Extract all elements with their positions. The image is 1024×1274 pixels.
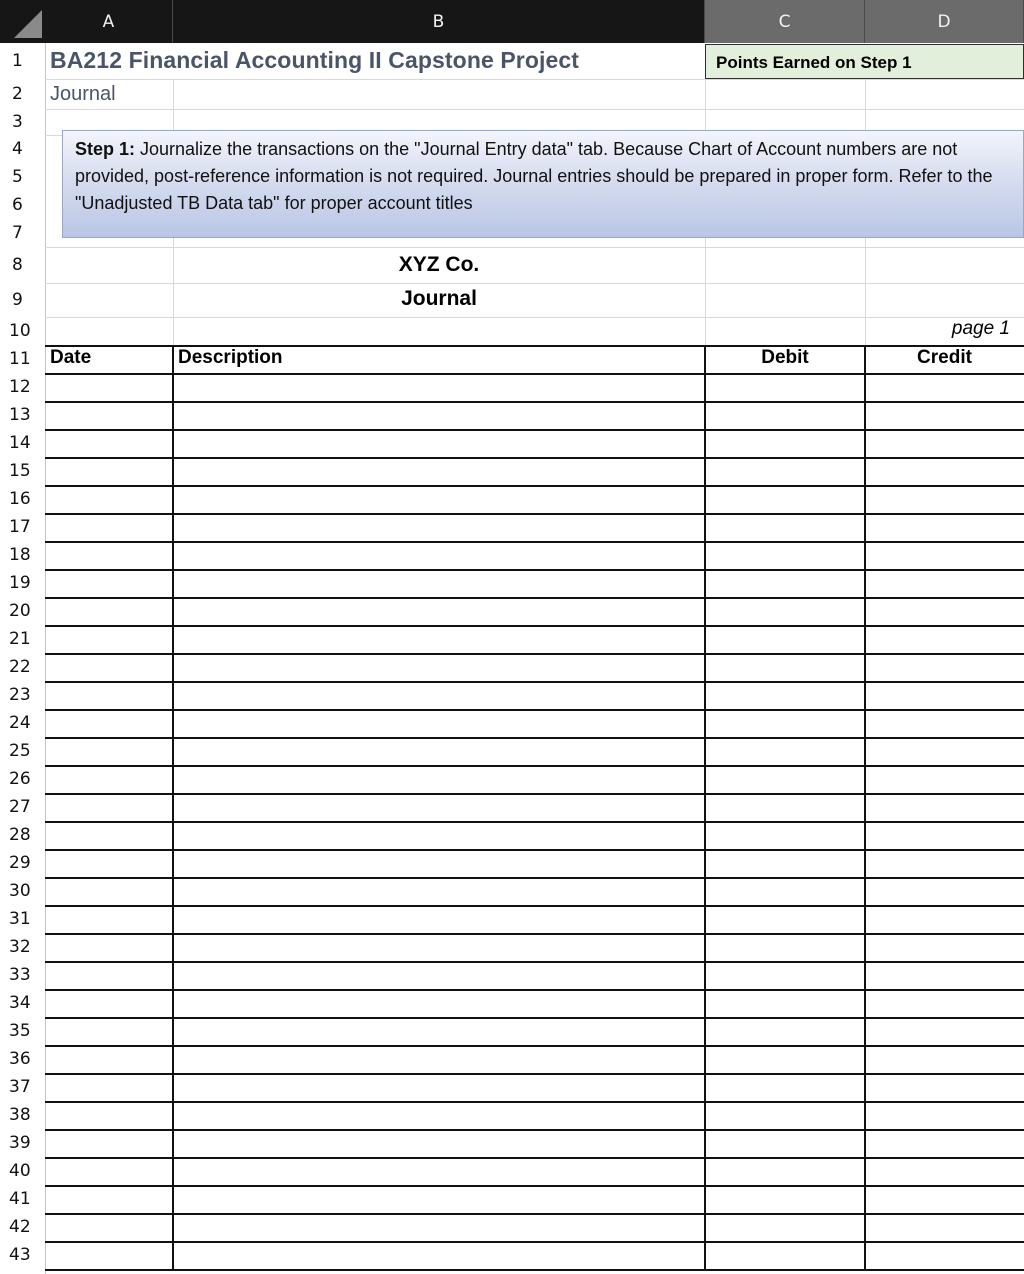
table-row-border xyxy=(45,821,1024,823)
select-all-icon xyxy=(14,10,42,38)
row-header-14[interactable]: 14 xyxy=(9,433,31,453)
table-row-border xyxy=(45,373,1024,375)
row-header-4[interactable]: 4 xyxy=(12,139,23,159)
row-header-8[interactable]: 8 xyxy=(12,255,23,275)
table-row-border xyxy=(45,1129,1024,1131)
row-header-34[interactable]: 34 xyxy=(9,993,31,1013)
row-header-40[interactable]: 40 xyxy=(9,1161,31,1181)
row-header-13[interactable]: 13 xyxy=(9,405,31,425)
gridline-h xyxy=(45,247,1024,248)
table-row-border xyxy=(45,457,1024,459)
row-header-19[interactable]: 19 xyxy=(9,573,31,593)
table-row-border xyxy=(45,597,1024,599)
points-earned-cell[interactable]: Points Earned on Step 1 xyxy=(705,44,1024,79)
row-header-10[interactable]: 10 xyxy=(9,321,31,341)
gridline-h xyxy=(45,109,1024,110)
row-header-38[interactable]: 38 xyxy=(9,1105,31,1125)
column-header-c[interactable]: C xyxy=(705,0,865,43)
table-column-border xyxy=(172,345,174,1271)
table-row-border xyxy=(45,1157,1024,1159)
select-all-corner[interactable] xyxy=(0,0,45,43)
table-row-border xyxy=(45,1101,1024,1103)
row-header-1[interactable]: 1 xyxy=(12,51,23,71)
row-header-35[interactable]: 35 xyxy=(9,1021,31,1041)
table-row-border xyxy=(45,765,1024,767)
row-header-30[interactable]: 30 xyxy=(9,881,31,901)
row-header-24[interactable]: 24 xyxy=(9,713,31,733)
table-row-border xyxy=(45,1185,1024,1187)
table-column-border xyxy=(704,345,706,1271)
row-header-20[interactable]: 20 xyxy=(9,601,31,621)
page-label[interactable]: page 1 xyxy=(951,318,1010,339)
table-row-border xyxy=(45,681,1024,683)
row-header-25[interactable]: 25 xyxy=(9,741,31,761)
row-header-9[interactable]: 9 xyxy=(12,290,23,310)
table-row-border xyxy=(45,485,1024,487)
table-row-border xyxy=(45,1017,1024,1019)
row-header-33[interactable]: 33 xyxy=(9,965,31,985)
row-header-7[interactable]: 7 xyxy=(12,223,23,243)
table-column-border xyxy=(864,345,866,1271)
table-row-border xyxy=(45,737,1024,739)
row-header-42[interactable]: 42 xyxy=(9,1217,31,1237)
table-row-border xyxy=(45,989,1024,991)
header-debit[interactable]: Debit xyxy=(761,347,809,368)
journal-title[interactable]: Journal xyxy=(401,287,477,310)
row-header-11[interactable]: 11 xyxy=(9,349,31,369)
table-row-border xyxy=(45,1213,1024,1215)
table-row-border xyxy=(45,1045,1024,1047)
row-header-37[interactable]: 37 xyxy=(9,1077,31,1097)
table-row-border xyxy=(45,513,1024,515)
header-description[interactable]: Description xyxy=(178,347,283,368)
header-date[interactable]: Date xyxy=(50,347,92,368)
row-header-5[interactable]: 5 xyxy=(12,167,23,187)
row-header-31[interactable]: 31 xyxy=(9,909,31,929)
row-header-28[interactable]: 28 xyxy=(9,825,31,845)
table-row-border xyxy=(45,625,1024,627)
table-row-border xyxy=(45,1269,1024,1271)
step-label: Step 1: xyxy=(75,139,136,159)
table-row-border xyxy=(45,541,1024,543)
row-header-29[interactable]: 29 xyxy=(9,853,31,873)
row-header-16[interactable]: 16 xyxy=(9,489,31,509)
table-row-border xyxy=(45,905,1024,907)
row-header-39[interactable]: 39 xyxy=(9,1133,31,1153)
row-header-27[interactable]: 27 xyxy=(9,797,31,817)
row-header-23[interactable]: 23 xyxy=(9,685,31,705)
row-header-43[interactable]: 43 xyxy=(9,1245,31,1265)
column-header-a[interactable]: A xyxy=(45,0,173,43)
row-header-26[interactable]: 26 xyxy=(9,769,31,789)
sheet-subtitle[interactable]: Journal xyxy=(50,83,116,105)
row-header-2[interactable]: 2 xyxy=(12,84,23,104)
column-header-d[interactable]: D xyxy=(865,0,1024,43)
step-body: Journalize the transactions on the "Journal Entry data" tab. Because Chart of Account numbers are not provided, post-reference information is not required. Journal entries should be prepared in proper form. Refer to the "Unadjusted TB Data tab" for proper account titles xyxy=(75,139,993,213)
row-header-21[interactable]: 21 xyxy=(9,629,31,649)
table-row-border xyxy=(45,709,1024,711)
row-header-22[interactable]: 22 xyxy=(9,657,31,677)
table-row-border xyxy=(45,849,1024,851)
row-header-3[interactable]: 3 xyxy=(12,112,23,132)
gridline-h xyxy=(45,283,1024,284)
instruction-text xyxy=(75,136,1015,217)
table-row-border xyxy=(45,1073,1024,1075)
table-row-border xyxy=(45,961,1024,963)
table-row-border xyxy=(45,653,1024,655)
row-header-41[interactable]: 41 xyxy=(9,1189,31,1209)
row-header-6[interactable]: 6 xyxy=(12,195,23,215)
row-header-15[interactable]: 15 xyxy=(9,461,31,481)
sheet-title[interactable]: BA212 Financial Accounting II Capstone Project xyxy=(50,47,580,73)
table-row-border xyxy=(45,569,1024,571)
row-header-17[interactable]: 17 xyxy=(9,517,31,537)
company-name[interactable]: XYZ Co. xyxy=(398,253,480,276)
table-row-border xyxy=(45,401,1024,403)
table-row-border xyxy=(45,933,1024,935)
row-header-32[interactable]: 32 xyxy=(9,937,31,957)
row-header-18[interactable]: 18 xyxy=(9,545,31,565)
table-row-border xyxy=(45,793,1024,795)
table-row-border xyxy=(45,1241,1024,1243)
table-row-border xyxy=(45,877,1024,879)
header-credit[interactable]: Credit xyxy=(917,347,972,368)
row-header-36[interactable]: 36 xyxy=(9,1049,31,1069)
column-header-b[interactable]: B xyxy=(173,0,705,43)
row-header-12[interactable]: 12 xyxy=(9,377,31,397)
table-row-border xyxy=(45,429,1024,431)
